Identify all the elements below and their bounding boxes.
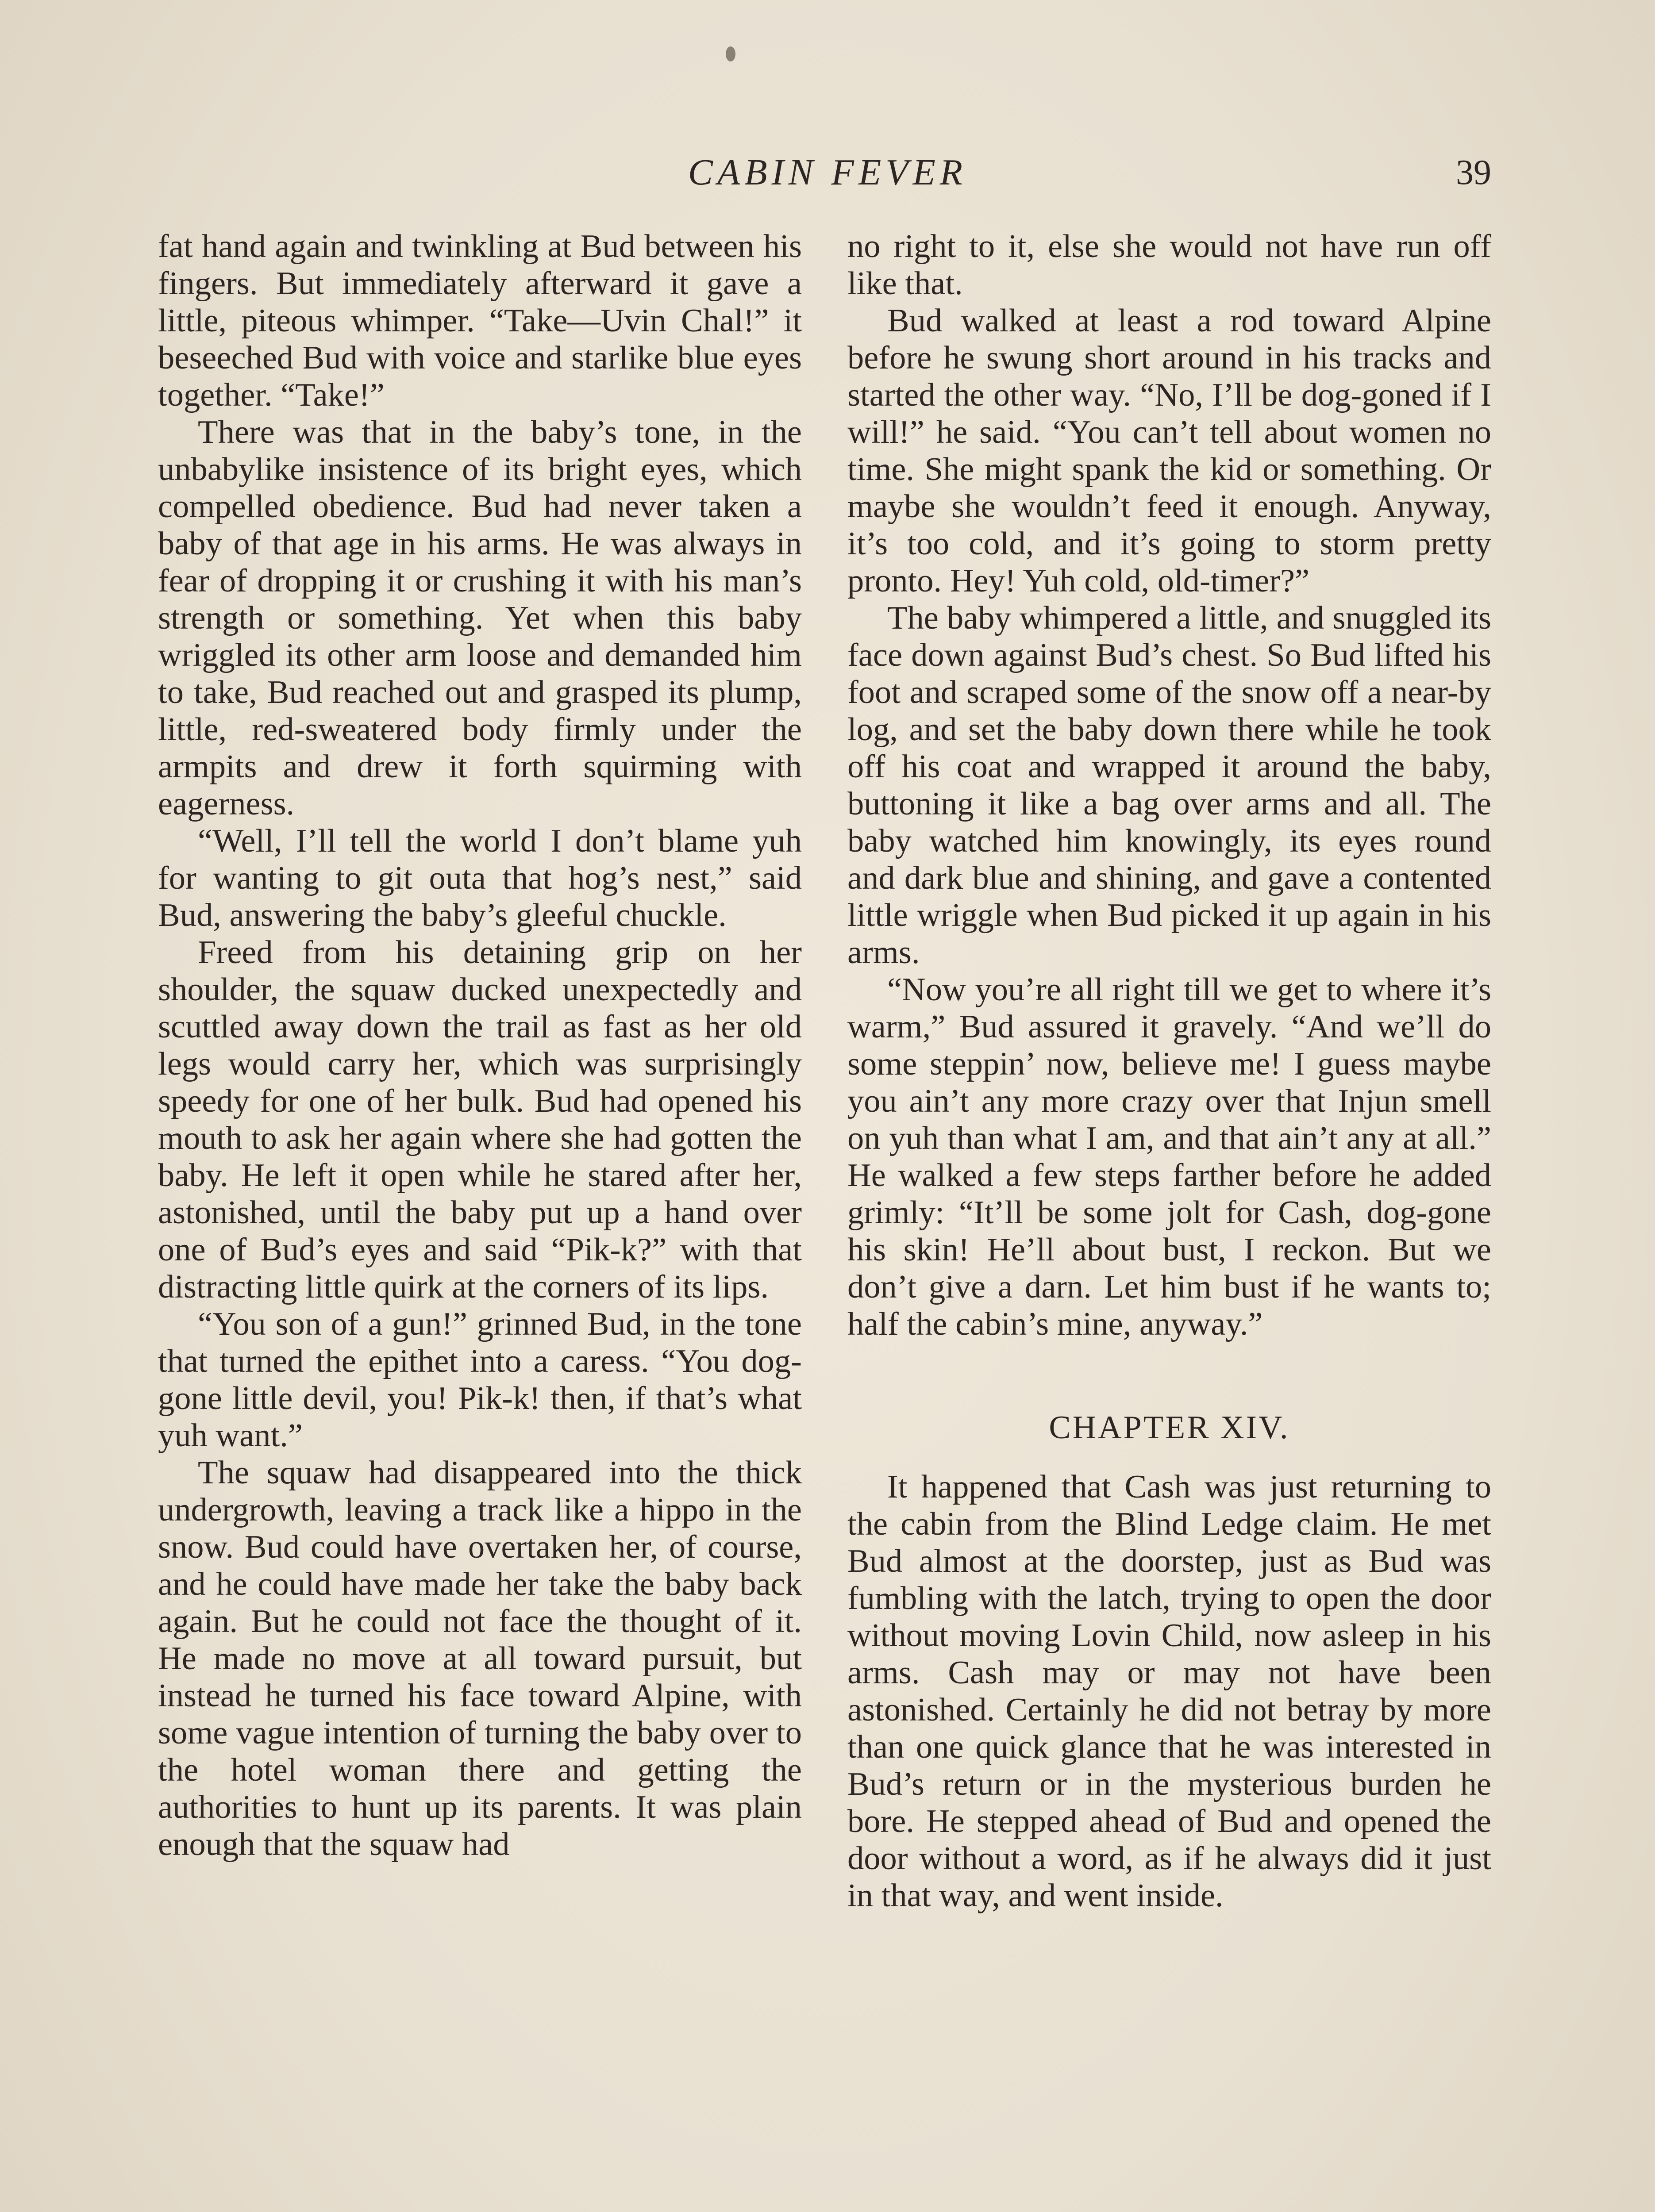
running-title: CABIN FEVER (688, 152, 967, 193)
left-column (158, 228, 802, 1863)
page-number: 39 (1456, 153, 1491, 192)
paragraph: Bud walked at least a rod toward Alpine before he swung short around in his tracks and started the other way. “No, I’ll be dog-goned if I will!” he said. “You can’t tell about women no time. She might spank the kid or something. Or maybe she wouldn’t feed it enough. Anyway, it’s too cold, and it’s going to storm pretty pronto. Hey! Yuh cold, old-timer?” (847, 303, 1491, 599)
paragraph: The baby whimpered a little, and snuggled its face down against Bud’s chest. So Bud lifted his foot and scraped some of the snow off a near-by log, and set the baby down there while he took off his coat and wrapped it around the baby, buttoning it like a bag over arms and all. The baby watched him knowingly, its eyes round and dark blue and shining, and gave a contented little wriggle when Bud picked it up again in his arms. (847, 600, 1491, 971)
paragraph: fat hand again and twinkling at Bud between his fingers. But immediately afterward it gave a little, piteous whimper. “Take—Uvin Chal!” it beseeched Bud with voice and starlike blue eyes together. “Take!” (158, 228, 802, 413)
paragraph: It happened that Cash was just returning to the cabin from the Blind Ledge claim. He met Bud almost at the doorstep, just as Bud was fumbling with the latch, trying to open the door without moving Lovin Child, now asleep in his arms. Cash may or may not have been astonished. Certainly he did not betray by more than one quick glance that he was interested in Bud’s return or in the mysterious burden he bore. He stepped ahead of Bud and opened the door without a word, as if he always did it just in that way, and went inside. (847, 1469, 1491, 1914)
paper-speck (726, 46, 735, 61)
right-column (847, 228, 1491, 1914)
paragraph: “You son of a gun!” grinned Bud, in the tone that turned the epithet into a caress. “You dog-gone little devil, you! Pik-k! then, if that’s what yuh want.” (158, 1306, 802, 1454)
paragraph: no right to it, else she would not have run off like that. (847, 228, 1491, 302)
chapter-heading: CHAPTER XIV. (1049, 1409, 1290, 1446)
paragraph: “Now you’re all right till we get to where it’s warm,” Bud assured it gravely. “And we’ll do some steppin’ now, believe me! I guess maybe you ain’t any more crazy over that Injun smell on yuh than what I am, and that ain’t any at all.” He walked a few steps farther before he added grimly: “It’ll be some jolt for Cash, dog-gone his skin! He’ll about bust, I reckon. But we don’t give a darn. Let him bust if he wants to; half the cabin’s mine, anyway.” (847, 972, 1491, 1342)
paragraph: There was that in the baby’s tone, in the unbabylike insistence of its bright eyes, which compelled obedience. Bud had never taken a baby of that age in his arms. He was always in fear of dropping it or crushing it with his man’s strength or something. Yet when this baby wriggled its other arm loose and demanded him to take, Bud reached out and grasped its plump, little, red-sweatered body firmly under the armpits and drew it forth squirming with eagerness. (158, 414, 802, 822)
paragraph: The squaw had disappeared into the thick undergrowth, leaving a track like a hippo in the snow. Bud could have overtaken her, of course, and he could have made her take the baby back again. But he could not face the thought of it. He made no move at all toward pursuit, but instead he turned his face toward Alpine, with some vague intention of turning the baby over to the hotel woman there and getting the authorities to hunt up its parents. It was plain enough that the squaw had (158, 1455, 802, 1863)
paragraph: Freed from his detaining grip on her shoulder, the squaw ducked unexpectedly and scuttled away down the trail as fast as her old legs would carry her, which was surprisingly speedy for one of her bulk. Bud had opened his mouth to ask her again where she had gotten the baby. He left it open while he stared after her, astonished, until the baby put up a hand over one of Bud’s eyes and said “Pik-k?” with that distracting little quirk at the corners of its lips. (158, 934, 802, 1305)
running-head (0, 146, 1655, 199)
paragraph: “Well, I’ll tell the world I don’t blame yuh for wanting to git outa that hog’s nest,” said Bud, answering the baby’s gleeful chuckle. (158, 823, 802, 933)
